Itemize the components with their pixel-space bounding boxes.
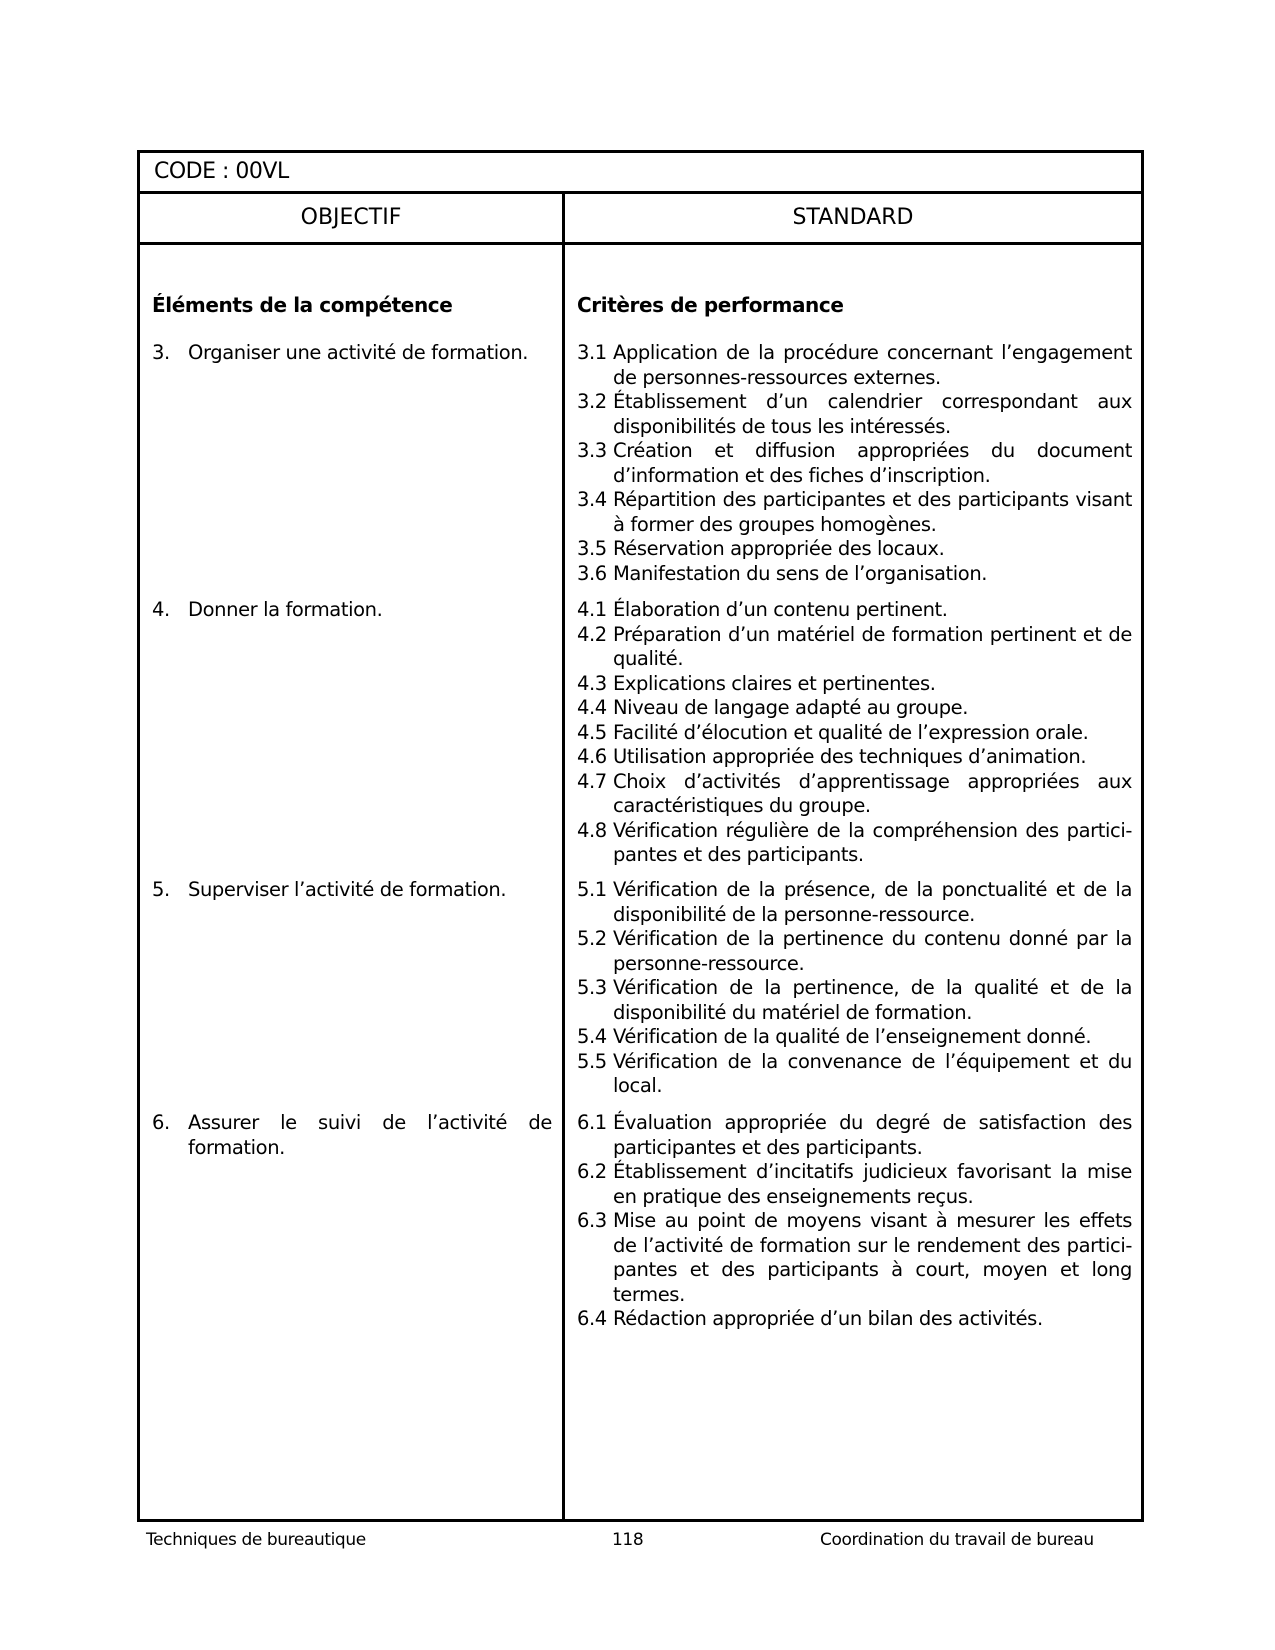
criterion: 3.6 Manifestation du sens de l’organisation.	[577, 561, 988, 585]
element-3	[152, 341, 552, 366]
criterion: 4.1 Élaboration d’un contenu pertinent.	[577, 598, 948, 621]
criterion: 5.5 Vérification de la convenance de l’équipement et du local.	[577, 1049, 1132, 1097]
criterion: 5.4 Vérification de la qualité de l’enseignement donné.	[577, 1025, 1092, 1048]
criteria-6	[577, 1111, 1132, 1332]
criterion: 6.2 Établissement d’incitatifs judicieux favorisant la mise en pratique des enseignements reçus.	[577, 1160, 1132, 1208]
criterion: 3.3 Création et diffusion appropriées du document d’information et des fiches d’inscription.	[577, 439, 1132, 487]
objectif-header: OBJECTIF	[140, 194, 565, 245]
element-4	[152, 598, 552, 623]
criterion: 6.1 Évaluation appropriée du degré de satisfaction des participantes et des participants.	[577, 1111, 1132, 1159]
column-divider	[562, 245, 565, 1519]
element-text: Assurer le suivi de l’activité de formation.	[188, 1111, 552, 1159]
element-text: Organiser une activité de formation.	[188, 341, 529, 364]
element-text: Superviser l’activité de formation.	[188, 878, 507, 901]
competency-table	[137, 150, 1144, 1522]
criterion: 4.6 Utilisation appropriée des techniques d’animation.	[577, 745, 1087, 768]
criterion: 6.4 Rédaction appropriée d’un bilan des activités.	[577, 1307, 1043, 1330]
criterion: 4.3 Explications claires et pertinentes.	[577, 671, 936, 695]
footer-page-number: 118	[612, 1530, 644, 1550]
criterion: 3.1 Application de la procédure concernant l’engagement de personnes-ressources externes.	[577, 341, 1132, 389]
criteria-heading: Critères de performance	[577, 293, 844, 317]
criteria-3	[577, 341, 1132, 586]
footer-program: Techniques de bureautique	[146, 1530, 366, 1550]
criterion: 4.8 Vérification régulière de la compréhension des partici-pantes et des participants.	[577, 818, 1132, 866]
element-text: Donner la formation.	[188, 598, 383, 621]
criterion: 5.3 Vérification de la pertinence, de la qualité et de la disponibilité du matériel de formation.	[577, 976, 1132, 1024]
element-number: 6.	[152, 1111, 170, 1134]
standard-header: STANDARD	[565, 194, 1141, 245]
criterion: 3.5 Réservation appropriée des locaux.	[577, 537, 945, 560]
criteria-4	[577, 598, 1132, 868]
criterion: 4.2 Préparation d’un matériel de formation pertinent et de qualité.	[577, 622, 1132, 670]
elements-heading: Éléments de la compétence	[152, 293, 453, 317]
criterion: 6.3 Mise au point de moyens visant à mesurer les effets de l’activité de formation sur le rendement des partici-pantes et des participants à court, moyen et long termes.	[577, 1209, 1132, 1306]
criterion: 3.2 Établissement d’un calendrier correspondant aux disponibilités de tous les intéressés.	[577, 390, 1132, 438]
criterion: 4.7 Choix d’activités d’apprentissage appropriées aux caractéristiques du groupe.	[577, 769, 1132, 817]
element-number: 3.	[152, 341, 170, 364]
criterion: 3.4 Répartition des participantes et des participants visant à former des groupes homogènes.	[577, 488, 1132, 536]
criteria-5	[577, 878, 1132, 1099]
elements-column	[152, 245, 552, 1519]
element-5	[152, 878, 552, 903]
element-6	[152, 1111, 552, 1160]
element-number: 4.	[152, 598, 170, 621]
criterion: 5.2 Vérification de la pertinence du contenu donné par la personne-ressource.	[577, 927, 1132, 975]
criterion: 4.4 Niveau de langage adapté au groupe.	[577, 696, 969, 719]
criterion: 4.5 Facilité d’élocution et qualité de l’expression orale.	[577, 720, 1089, 744]
criteria-column	[577, 245, 1132, 1519]
code-row: CODE : 00VL	[140, 153, 1141, 194]
element-number: 5.	[152, 878, 170, 901]
criterion: 5.1 Vérification de la présence, de la ponctualité et de la disponibilité de la personne-ressource.	[577, 878, 1132, 926]
footer-module: Coordination du travail de bureau	[820, 1530, 1094, 1550]
